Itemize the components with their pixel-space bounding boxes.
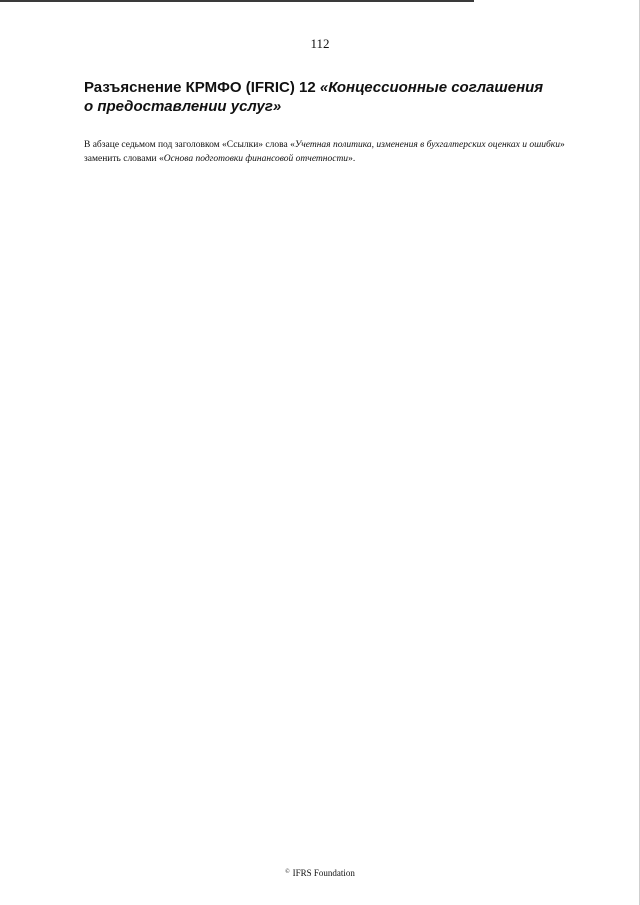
page-number: 112 (310, 36, 330, 51)
paragraph-italic-1: Учетная политика, изменения в бухгалтерских оценках и ошибки (294, 140, 560, 150)
footer-text: IFRS Foundation (292, 868, 355, 878)
paragraph-part-2: » заменить словами « (84, 140, 565, 164)
title-italic: «Концессионные соглашения о предоставлении услуг» (84, 79, 544, 115)
title-prefix: Разъяснение КРМФО (IFRIC) 12 (84, 79, 320, 96)
scan-edge-line (0, 0, 474, 2)
copyright-symbol: © (285, 869, 290, 875)
paragraph-part-1: В абзаце седьмом под заголовком «Ссылки» слова « (84, 140, 295, 150)
paragraph-part-3: ». (348, 153, 356, 164)
page-title (84, 78, 554, 116)
paragraph-italic-2: Основа подготовки финансовой отчетности (163, 153, 349, 164)
page-footer (0, 868, 640, 878)
amendment-paragraph (84, 139, 570, 166)
